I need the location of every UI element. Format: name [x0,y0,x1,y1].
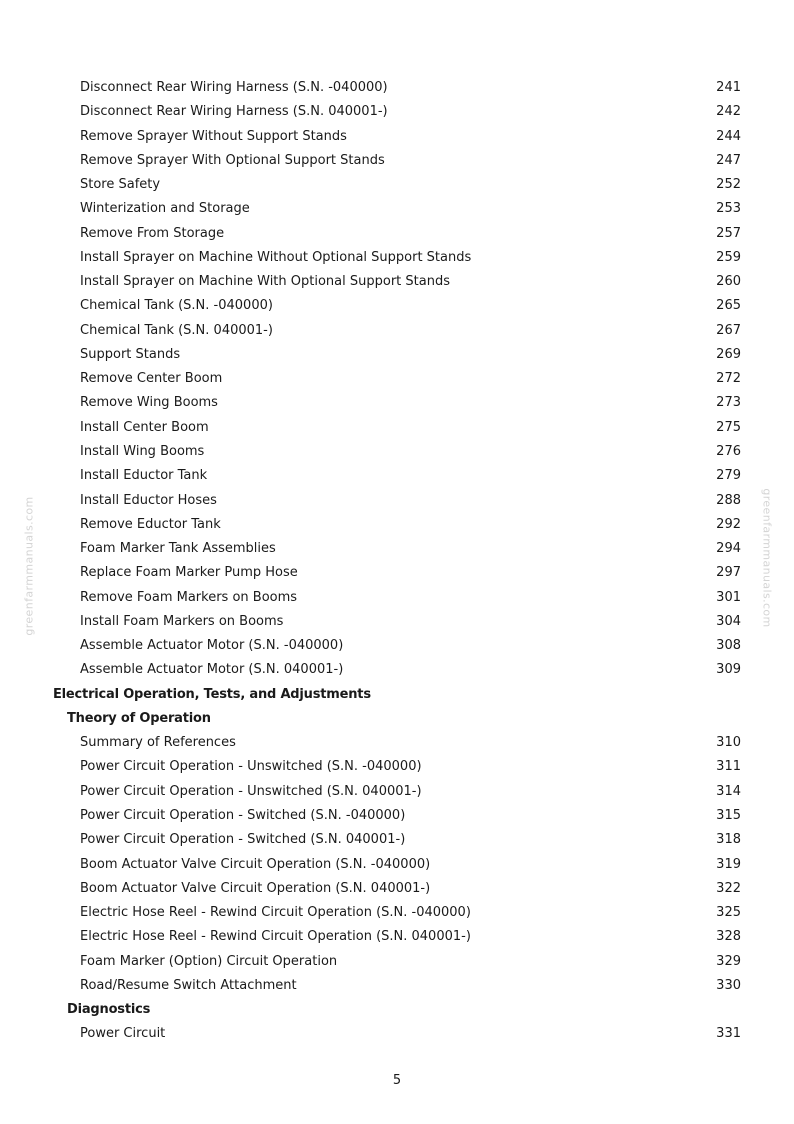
toc-entry-page-number: 279 [716,468,741,484]
toc-entry-label: Electric Hose Reel - Rewind Circuit Operation (S.N. -040000) [80,905,471,921]
toc-entry-label: Support Stands [80,346,181,362]
toc-entry-label: Install Center Boom [80,419,209,435]
toc-entry-label: Remove From Storage [80,225,225,241]
toc-entry-page-number: 275 [716,419,741,435]
toc-entry-label: Winterization and Storage [80,201,250,217]
toc-entry[interactable] [0,223,794,247]
toc-entry-label: Power Circuit Operation - Unswitched (S.N. -040000) [80,759,422,775]
toc-entry-label: Power Circuit Operation - Switched (S.N. -040000) [80,807,406,823]
toc-entry[interactable] [0,198,794,222]
toc-entry-page-number: 244 [716,128,741,144]
toc-entry-page-number: 257 [716,225,741,241]
toc-entry-label: Disconnect Rear Wiring Harness (S.N. 040001-) [80,104,388,120]
toc-entry[interactable] [0,247,794,271]
toc-entry-label: Chemical Tank (S.N. -040000) [80,298,273,314]
toc-entry-page-number: 328 [716,929,741,945]
toc-entry[interactable] [0,902,794,926]
toc-entry-page-number: 253 [716,201,741,217]
toc-section-heading [0,708,794,732]
toc-entry-page-number: 294 [716,541,741,557]
toc-entry[interactable] [0,951,794,975]
toc-entry[interactable] [0,392,794,416]
toc-entry[interactable] [0,441,794,465]
watermark-left: greenfarmmanuals.com [22,496,36,636]
toc-entry[interactable] [0,538,794,562]
toc-entry-label: Remove Eductor Tank [80,516,221,532]
toc-heading-label: Diagnostics [67,1002,151,1018]
toc-entry-label: Remove Center Boom [80,371,223,387]
toc-entry-label: Power Circuit Operation - Unswitched (S.N. 040001-) [80,783,422,799]
toc-entry-label: Power Circuit [80,1026,166,1042]
toc-entry[interactable] [0,756,794,780]
toc-entry[interactable] [0,1023,794,1047]
toc-entry[interactable] [0,344,794,368]
toc-entry[interactable] [0,926,794,950]
toc-entry-label: Boom Actuator Valve Circuit Operation (S.N. -040000) [80,856,431,872]
toc-entry-page-number: 269 [716,346,741,362]
toc-entry[interactable] [0,587,794,611]
toc-entry[interactable] [0,781,794,805]
toc-entry-page-number: 288 [716,492,741,508]
toc-section-heading [0,999,794,1023]
toc-entry[interactable] [0,271,794,295]
toc-entry[interactable] [0,854,794,878]
toc-entry-label: Remove Sprayer With Optional Support Stands [80,152,385,168]
toc-entry-page-number: 272 [716,371,741,387]
toc-entry-page-number: 319 [716,856,741,872]
toc-entry-page-number: 309 [716,662,741,678]
toc-entry-label: Store Safety [80,177,161,193]
toc-entry[interactable] [0,150,794,174]
toc-entry-page-number: 260 [716,274,741,290]
toc-entry-label: Chemical Tank (S.N. 040001-) [80,322,273,338]
toc-entry-page-number: 252 [716,177,741,193]
toc-entry[interactable] [0,975,794,999]
toc-entry-label: Electric Hose Reel - Rewind Circuit Operation (S.N. 040001-) [80,929,471,945]
toc-entry[interactable] [0,295,794,319]
toc-entry-page-number: 331 [716,1026,741,1042]
toc-entry[interactable] [0,732,794,756]
toc-entry-label: Remove Sprayer Without Support Stands [80,128,347,144]
toc-entry[interactable] [0,611,794,635]
toc-entry-page-number: 314 [716,783,741,799]
toc-entry-page-number: 241 [716,80,741,95]
toc-entry-page-number: 304 [716,613,741,629]
toc-entry-label: Remove Wing Booms [80,395,218,411]
toc-entry[interactable] [0,417,794,441]
watermark-right: greenfarmmanuals.com [760,488,774,628]
toc-entry[interactable] [0,829,794,853]
toc-entry-page-number: 273 [716,395,741,411]
toc-heading-label: Electrical Operation, Tests, and Adjustments [53,686,371,702]
toc-entry[interactable] [0,465,794,489]
toc-entry-label: Summary of References [80,735,236,751]
toc-entry[interactable] [0,126,794,150]
toc-entry-page-number: 267 [716,322,741,338]
toc-entry-label: Power Circuit Operation - Switched (S.N. 040001-) [80,832,406,848]
toc-entry[interactable] [0,368,794,392]
toc-entry-page-number: 310 [716,735,741,751]
toc-entry-page-number: 329 [716,953,741,969]
toc-entry[interactable] [0,562,794,586]
toc-entry-page-number: 301 [716,589,741,605]
toc-entry[interactable] [0,174,794,198]
toc-entry-label: Road/Resume Switch Attachment [80,977,297,993]
toc-entry-label: Replace Foam Marker Pump Hose [80,565,298,581]
toc-entry[interactable] [0,805,794,829]
toc-entry[interactable] [0,878,794,902]
toc-entry-label: Install Sprayer on Machine Without Optional Support Stands [80,249,472,265]
toc-heading-label: Theory of Operation [67,710,211,726]
toc-entry-page-number: 322 [716,880,741,896]
toc-entry[interactable] [0,320,794,344]
toc-entry-label: Assemble Actuator Motor (S.N. 040001-) [80,662,344,678]
toc-entry-label: Install Foam Markers on Booms [80,613,284,629]
toc-entry-label: Assemble Actuator Motor (S.N. -040000) [80,638,344,654]
page-number: 5 [392,1073,402,1088]
toc-entry[interactable] [0,490,794,514]
toc-entry-label: Install Sprayer on Machine With Optional Support Stands [80,274,450,290]
toc-entry[interactable] [0,659,794,683]
toc-entry-label: Foam Marker (Option) Circuit Operation [80,953,338,969]
toc-entry[interactable] [0,635,794,659]
table-of-contents [0,77,794,1048]
toc-entry-page-number: 325 [716,905,741,921]
toc-entry-label: Boom Actuator Valve Circuit Operation (S.N. 040001-) [80,880,431,896]
toc-entry-page-number: 292 [716,516,741,532]
toc-entry-label: Install Eductor Tank [80,468,208,484]
toc-entry-page-number: 311 [716,759,741,775]
toc-entry-page-number: 297 [716,565,741,581]
toc-entry-label: Foam Marker Tank Assemblies [80,541,276,557]
toc-entry-page-number: 247 [716,152,741,168]
toc-entry[interactable] [0,101,794,125]
toc-entry-page-number: 242 [716,104,741,120]
toc-section-heading [0,684,794,708]
toc-entry-label: Disconnect Rear Wiring Harness (S.N. -040000) [80,80,388,95]
toc-entry[interactable] [0,77,794,101]
toc-entry-label: Remove Foam Markers on Booms [80,589,298,605]
toc-entry-page-number: 315 [716,807,741,823]
toc-entry-page-number: 318 [716,832,741,848]
toc-entry-page-number: 308 [716,638,741,654]
toc-entry-page-number: 276 [716,443,741,459]
toc-entry[interactable] [0,514,794,538]
toc-entry-page-number: 330 [716,977,741,993]
toc-entry-page-number: 265 [716,298,741,314]
toc-entry-label: Install Wing Booms [80,443,205,459]
toc-entry-label: Install Eductor Hoses [80,492,217,508]
toc-entry-page-number: 259 [716,249,741,265]
